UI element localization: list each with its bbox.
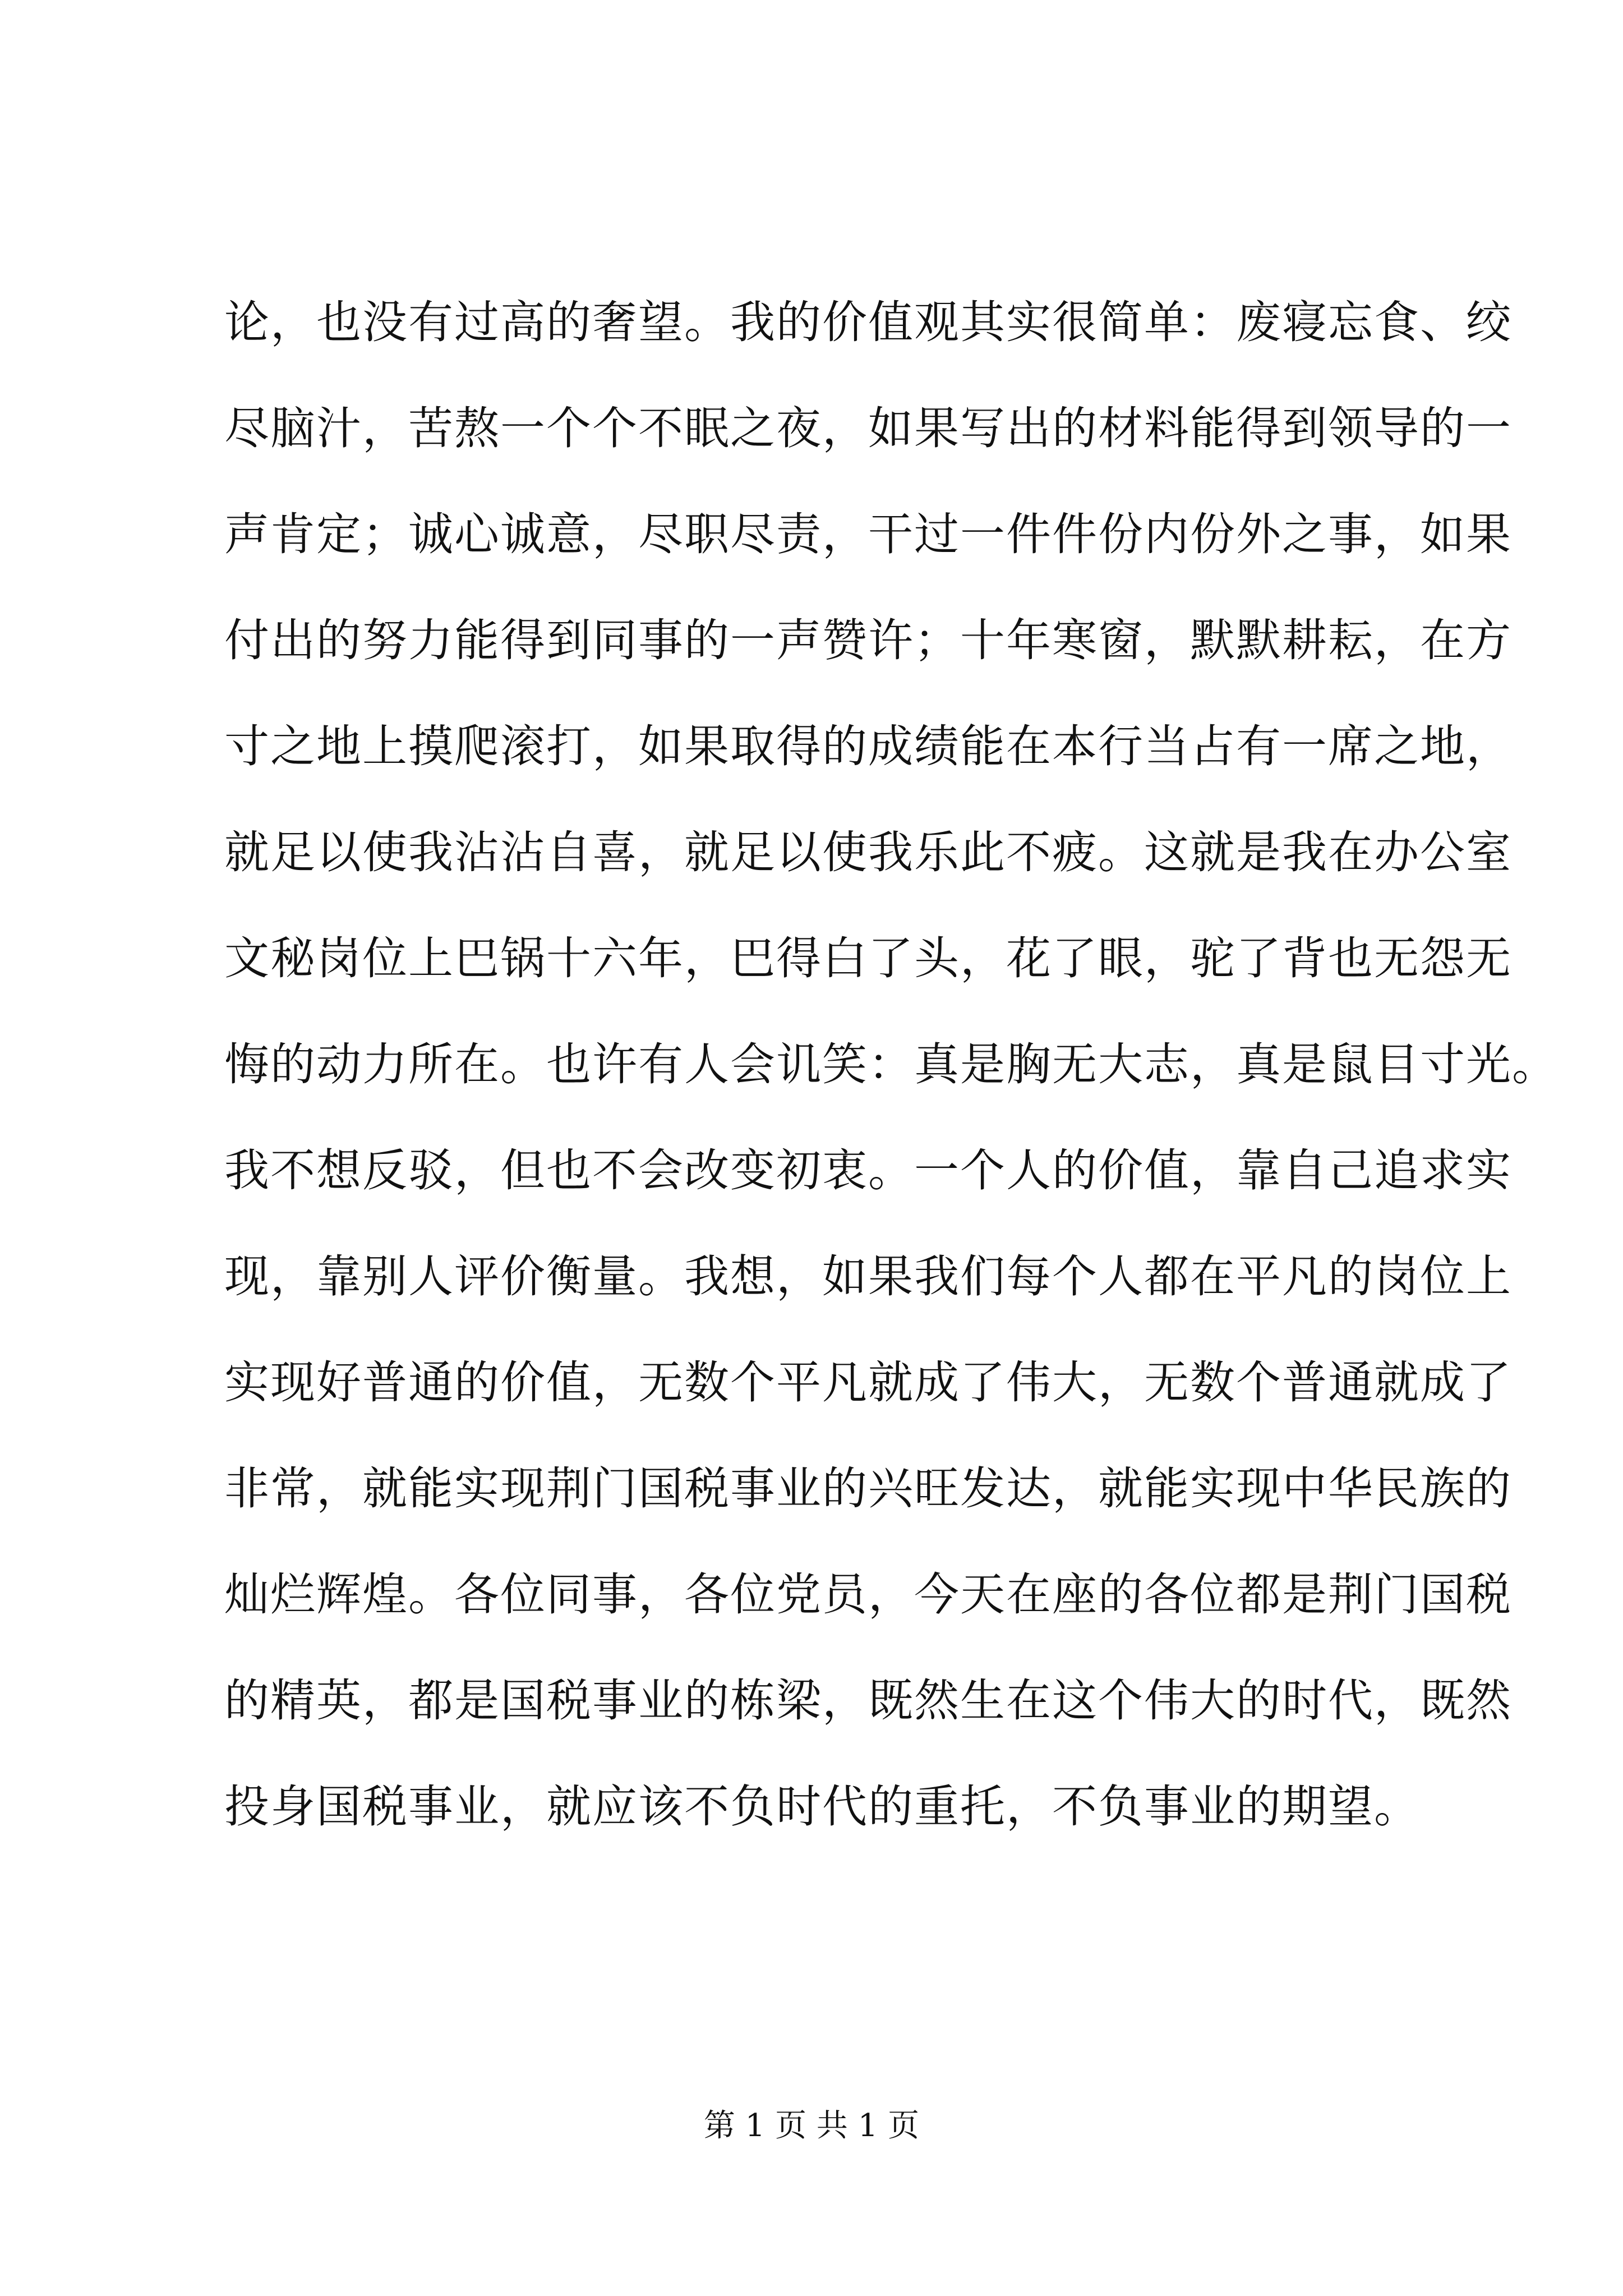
text-line: 现，靠别人评价衡量。我想，如果我们每个人都在平凡的岗位上 <box>224 1250 1512 1303</box>
text-line: 寸之地上摸爬滚打，如果取得的成绩能在本行当占有一席之地， <box>224 720 1512 772</box>
document-body <box>224 269 1558 1860</box>
text-line: 投身国税事业，就应该不负时代的重托，不负事业的期望。 <box>224 1780 1420 1833</box>
text-line: 灿烂辉煌。各位同事，各位党员，今天在座的各位都是荆门国税 <box>224 1568 1512 1621</box>
text-line: 悔的动力所在。也许有人会讥笑：真是胸无大志，真是鼠目寸光。 <box>224 1038 1558 1091</box>
text-line: 就足以使我沾沾自喜，就足以使我乐此不疲。这就是我在办公室 <box>224 826 1512 878</box>
text-line: 文秘岗位上巴锅十六年，巴得白了头，花了眼，驼了背也无怨无 <box>224 932 1512 984</box>
text-line: 实现好普通的价值，无数个平凡就成了伟大，无数个普通就成了 <box>224 1356 1512 1409</box>
text-line: 付出的努力能得到同事的一声赞许；十年寒窗，默默耕耘，在方 <box>224 614 1512 666</box>
page-number-footer: 第 1 页 共 1 页 <box>703 2108 920 2144</box>
text-line: 论，也没有过高的奢望。我的价值观其实很简单：废寝忘食、绞 <box>224 296 1512 348</box>
text-line: 尽脑汁，苦熬一个个不眠之夜，如果写出的材料能得到领导的一 <box>224 402 1512 454</box>
text-line: 声肯定；诚心诚意，尽职尽责，干过一件件份内份外之事，如果 <box>224 508 1512 560</box>
text-line: 我不想反驳，但也不会改变初衷。一个人的价值，靠自己追求实 <box>224 1144 1512 1197</box>
text-line: 非常，就能实现荆门国税事业的兴旺发达，就能实现中华民族的 <box>224 1462 1512 1515</box>
text-line: 的精英，都是国税事业的栋梁，既然生在这个伟大的时代，既然 <box>224 1674 1512 1727</box>
